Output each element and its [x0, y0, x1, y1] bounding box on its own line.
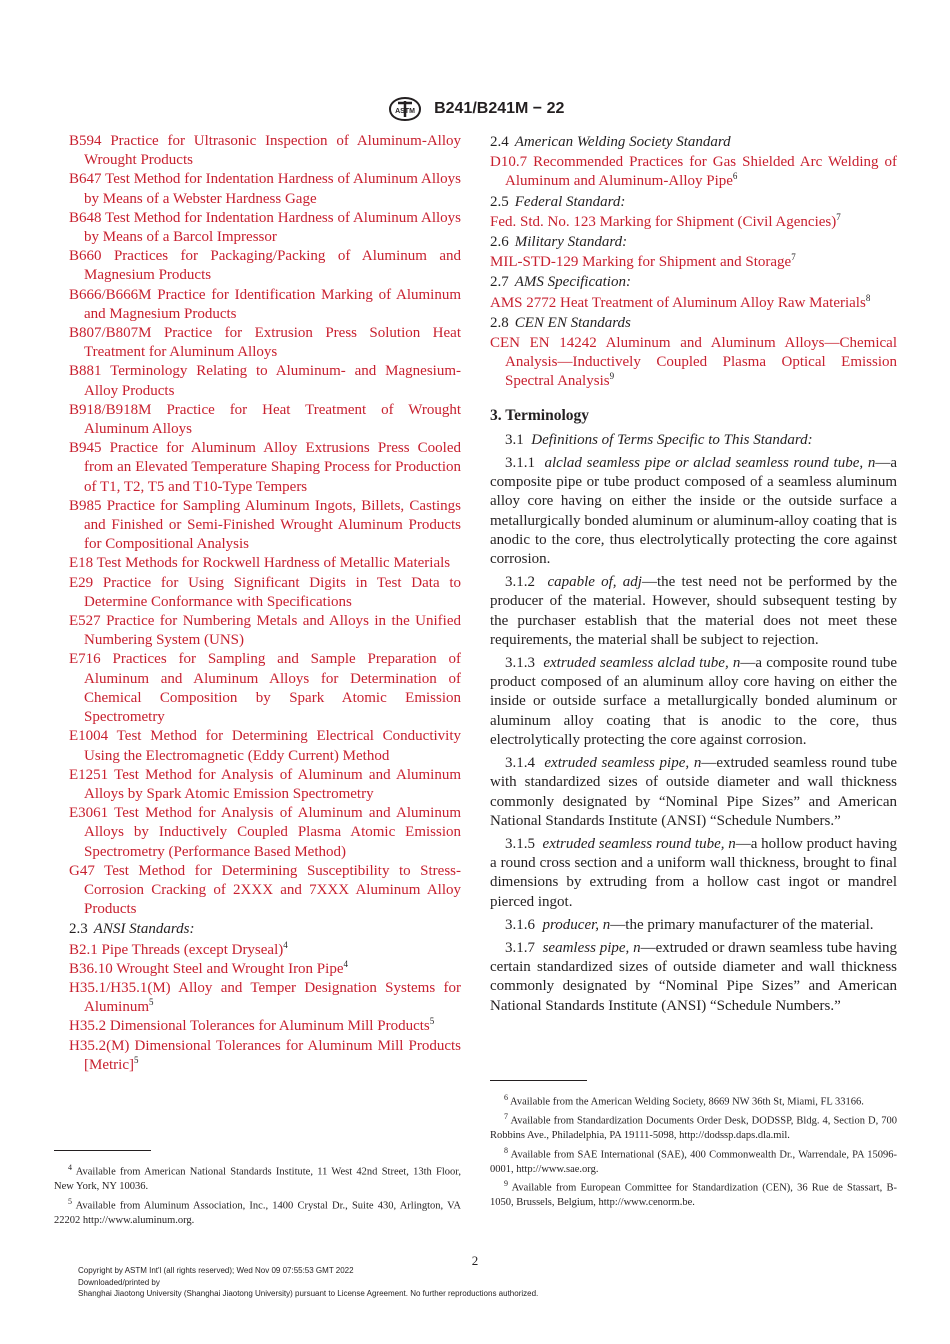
reference-title-link[interactable]: Pipe Threads (except Dryseal): [101, 941, 284, 958]
reference-title-link[interactable]: Test Method for Determining Susceptibility to Stress-Corrosion Cracking of 2XXX and 7XXX Aluminum Alloy Products: [84, 862, 462, 918]
footnote-marker: 5: [429, 1016, 435, 1027]
reference-item: [69, 132, 461, 170]
definition-text: a composite round tube product composed of an aluminum alloy core having on either the inside or outside surface a metallurgically bonded aluminum or aluminum alloy coating that is anodic to the core, thus electrolytically protecting the core against corrosion.: [490, 655, 898, 748]
footnote: $^7$ Available from Standardization Documents Order Desk, DODSSP, Bldg. 4, Section D, 700 Robbins Ave., Philadelphia, PA 19111-5098, http://dodssp.daps.dla.mil.: [490, 1112, 898, 1141]
reference-code-link[interactable]: B660: [69, 248, 102, 265]
section-refs: [490, 153, 897, 191]
terminology-heading: 3. Terminology: [490, 406, 590, 424]
definition-term: extruded seamless alclad tube, n: [543, 655, 741, 672]
footnote-marker: 4: [343, 958, 348, 969]
footnote-marker: 7: [836, 211, 841, 222]
section-refs: [490, 213, 897, 232]
left-column: [69, 132, 461, 1075]
definition-term: extruded seamless round tube, n: [542, 835, 736, 852]
reference-title-link[interactable]: Dimensional Tolerances for Aluminum Mill Products: [109, 1018, 430, 1035]
reference-code-link[interactable]: H35.2(M): [69, 1037, 130, 1054]
reference-code-link[interactable]: B881: [69, 363, 102, 380]
reference-item: [69, 554, 461, 573]
copyright-notice: [78, 1265, 878, 1300]
definition-paragraph: 3.1.3 extruded seamless alclad tube, n—a composite round tube product composed of an aluminum alloy core having on either the inside or outside surface a metallurgically bonded aluminum or aluminum alloy coating that is anodic to the core, thus electrolytically protecting the core against corrosion.: [490, 655, 898, 748]
definition-term: producer, n: [542, 916, 611, 933]
reference-item: [490, 294, 897, 313]
footnote: $^5$ Available from Aluminum Association, Inc., 1400 Crystal Dr., Suite 430, Arlington, VA 22202 http://www.aluminum.org.: [54, 1196, 461, 1226]
reference-title-link[interactable]: Terminology Relating to Aluminum- and Magnesium-Alloy Products: [84, 363, 461, 399]
reference-title-link[interactable]: Practice for Numbering Metals and Alloys in the Unified Numbering System (UNS): [84, 613, 462, 649]
copyright-line: Copyright by ASTM Int'l (all rights reserved); Wed Nov 09 07:55:53 GMT 2022: [78, 1266, 354, 1275]
right-column: [490, 132, 897, 1020]
reference-code-link[interactable]: MIL-STD-129: [490, 254, 579, 271]
section-refs: [490, 294, 897, 313]
reference-code-link[interactable]: B945: [69, 440, 102, 457]
ansi-standards-list: [69, 941, 461, 1075]
reference-item: [490, 213, 897, 232]
definition-number: 3.1.5: [505, 835, 535, 852]
definitions-list: [490, 454, 897, 1016]
definition-paragraph: 3.1.6 producer, n—the primary manufacturer of the material.: [505, 916, 874, 933]
reference-title-link[interactable]: Test Method for Indentation Hardness of Aluminum Alloys by Means of a Webster Hardness Gage: [84, 171, 461, 207]
reference-item: [69, 612, 461, 650]
reference-item: [69, 941, 461, 960]
footnote-rule: [54, 1150, 151, 1151]
terminology-intro: 3.1 Definitions of Terms Specific to This Standard:: [505, 431, 813, 448]
reference-title-link[interactable]: Practice for Heat Treatment of Wrought Aluminum Alloys: [84, 401, 462, 438]
reference-item: [69, 209, 461, 247]
reference-code-link[interactable]: B985: [69, 497, 102, 514]
reference-item: [490, 334, 897, 392]
reference-item: [69, 286, 461, 324]
reference-item: [69, 401, 461, 439]
reference-code-link[interactable]: E716: [69, 651, 101, 668]
reference-title-link[interactable]: Practice for Identification Marking of Aluminum and Magnesium Products: [84, 286, 462, 322]
reference-item: [69, 804, 461, 862]
reference-code-link[interactable]: CEN EN 14242: [490, 335, 597, 352]
reference-item: [69, 979, 461, 1017]
footnote-marker: 9: [609, 371, 615, 382]
reference-item: [490, 253, 897, 272]
reference-title-link[interactable]: Recommended Practices for Gas Shielded Arc Welding of Aluminum and Aluminum-Alloy Pipe: [505, 154, 898, 190]
footnotes-right: [490, 1080, 897, 1211]
definition-text: the test need not be performed by the producer of the material. However, should subsequent testing by the purchaser establish that the material does not meet these requirements, the material shall be subject to rejection.: [490, 574, 898, 648]
reference-title-link[interactable]: Test Method for Analysis of Aluminum and Aluminum Alloys by Spark Atomic Emission Spectrometry: [84, 766, 461, 802]
reference-title-link[interactable]: Heat Treatment of Aluminum Alloy Raw Materials: [560, 294, 866, 311]
section-heading: 2.6 Military Standard:: [490, 234, 628, 251]
reference-title-link[interactable]: Practice for Sampling Aluminum Ingots, Billets, Castings and Finished or Semi-Finished Wrought Aluminum Products for Compositional Analysis: [84, 497, 461, 553]
reference-code-link[interactable]: AMS 2772: [490, 294, 557, 311]
reference-item: [490, 153, 897, 191]
reference-code-link[interactable]: Fed. Std. No. 123: [490, 213, 596, 230]
section-refs: [490, 334, 897, 392]
definition-text: a hollow product having a round cross section and a uniform wall thickness, brought to final dimensions by extruding from a hollow cast ingot or mandrel pierced ingot.: [490, 835, 898, 910]
section-2-3-heading: 2.3 ANSI Standards:: [69, 921, 195, 938]
reference-item: [69, 170, 461, 208]
reference-item: [69, 650, 461, 727]
definition-number: 3.1.6: [505, 916, 535, 933]
definition-term: extruded seamless pipe, n: [544, 755, 702, 772]
reference-code-link[interactable]: B807/B807M: [69, 325, 152, 342]
reference-item: [69, 766, 461, 804]
reference-title-link[interactable]: Practice for Aluminum Alloy Extrusions Press Cooled from an Elevated Temperature Shaping Process for Production of T1, T2, T5 and T10-Type Tempers: [84, 440, 462, 495]
reference-code-link[interactable]: B36.10: [69, 960, 113, 977]
page-number: 2: [471, 1253, 479, 1268]
reference-code-link[interactable]: E527: [69, 613, 101, 630]
reference-item: [69, 960, 461, 979]
reference-item: [69, 247, 461, 285]
footnote: $^9$ Available from European Committee for Standardization (CEN), 36 Rue de Stassart, B-1050, Brussels, Belgium, http://www.cenorm.be.: [490, 1179, 897, 1208]
definition-text: a composite pipe or tube product composed of a seamless aluminum alloy core having on either the inside or the outside surface a metallurgically bonded aluminum or aluminum-alloy coating that is anodic to the core, thus electrolytically protecting the core against corrosion.: [490, 455, 897, 568]
reference-code-link[interactable]: B918/B918M: [69, 401, 152, 418]
page-header: [0, 96, 950, 122]
definition-number: 3.1.3: [505, 655, 535, 672]
footnote-marker: 7: [791, 252, 796, 263]
copyright-line: Shanghai Jiaotong University (Shanghai Jiaotong University) pursuant to License Agreement. No further reproductions authorized.: [78, 1289, 539, 1298]
reference-title-link[interactable]: Test Methods for Rockwell Hardness of Metallic Materials: [96, 555, 451, 572]
reference-item: [69, 324, 461, 362]
reference-code-link[interactable]: E3061: [69, 805, 109, 822]
definition-text: the primary manufacturer of the material.: [625, 916, 874, 933]
reference-code-link[interactable]: B2.1: [69, 941, 98, 958]
definition-number: 3.1.7: [505, 939, 535, 956]
definition-term: seamless pipe, n: [542, 939, 641, 956]
footnotes-left: [54, 1150, 461, 1228]
section-heading: 2.5 Federal Standard:: [490, 193, 626, 210]
footnote-marker: 8: [865, 292, 871, 303]
section-heading: 2.7 AMS Specification:: [490, 274, 631, 291]
definition-paragraph: 3.1.5 extruded seamless round tube, n—a hollow product having a round cross section and a uniform wall thickness, brought to final dimensions by extruding from a hollow cast ingot or mandrel pierced ingot.: [490, 835, 898, 910]
definition-paragraph: 3.1.7 seamless pipe, n—extruded or drawn seamless tube having certain standardized sizes of outside diameter and wall thickness commonly designated by “Nominal Pipe Sizes” and American National Standards Institute (ANSI) “Schedule Numbers.”: [490, 939, 897, 1014]
definition-number: 3.1.4: [505, 755, 535, 772]
definition-paragraph: 3.1.1 alclad seamless pipe or alclad seamless round tube, n—a composite pipe or tube product composed of a seamless aluminum alloy core having on either the inside or the outside surface a metallurgically bonded aluminum or aluminum-alloy coating that is anodic to the core, thus electrolytically protecting the core against corrosion.: [490, 455, 897, 568]
footnote: $^4$ Available from American National Standards Institute, 11 West 42nd Street, 13th Floor, New York, NY 10036.: [54, 1163, 462, 1192]
definition-term: capable of, adj: [547, 574, 642, 591]
reference-title-link[interactable]: Wrought Steel and Wrought Iron Pipe: [116, 960, 344, 977]
reference-title-link[interactable]: Test Method for Indentation Hardness of Aluminum Alloys by Means of a Barcol Impressor: [84, 209, 461, 246]
reference-item: [69, 362, 461, 400]
footnote-rule: [490, 1080, 587, 1081]
reference-code-link[interactable]: B594: [69, 133, 102, 149]
reference-code-link[interactable]: B647: [69, 171, 102, 188]
definition-term: alclad seamless pipe or alclad seamless round tube, n: [544, 455, 876, 472]
reference-item: [69, 497, 461, 555]
footnote-marker: 6: [732, 171, 738, 182]
reference-code-link[interactable]: G47: [69, 862, 95, 879]
footnote-marker: 5: [133, 1054, 139, 1065]
copyright-line: Downloaded/printed by: [78, 1277, 160, 1287]
reference-item: [69, 439, 461, 497]
astm-logo-icon: [386, 96, 424, 122]
reference-title-link[interactable]: Practice for Using Significant Digits in Test Data to Determine Conformance with Specifications: [84, 574, 461, 610]
designation: B241/B241M − 22: [434, 100, 565, 117]
reference-code-link[interactable]: E18: [69, 555, 94, 572]
footnote-marker: 4: [283, 939, 288, 950]
reference-title-link[interactable]: Test Method for Determining Electrical Conductivity Using the Electromagnetic (Eddy Current) Method: [84, 728, 461, 764]
reference-item: [69, 1017, 461, 1036]
reference-item: [69, 727, 461, 765]
footnote-marker: 5: [149, 997, 154, 1008]
section-refs: [490, 253, 897, 272]
section-heading: 2.4 American Welding Society Standard: [490, 134, 731, 150]
reference-title-link[interactable]: Test Method for Analysis of Aluminum and Aluminum Alloys by Inductively Coupled Plasma Atomic Emission Spectrometry (Performance Based Method): [84, 805, 461, 860]
reference-code-link[interactable]: E1251: [69, 766, 109, 783]
reference-item: [69, 574, 461, 612]
reference-code-link[interactable]: H35.1/H35.1(M): [69, 979, 171, 996]
reference-title-link[interactable]: Practice for Extrusion Press Solution Heat Treatment for Aluminum Alloys: [84, 325, 461, 361]
reference-code-link[interactable]: H35.2: [69, 1018, 107, 1035]
definition-number: 3.1.2: [505, 574, 535, 591]
referenced-documents-list: [69, 132, 461, 919]
definition-paragraph: 3.1.4 extruded seamless pipe, n—extruded seamless round tube with standardized sizes of outside diameter and wall thickness commonly designated by “Nominal Pipe Sizes” and American National Standards Institute (ANSI) “Schedule Numbers.”: [490, 755, 897, 829]
definition-number: 3.1.1: [505, 455, 535, 472]
reference-title-link[interactable]: Aluminum and Aluminum Alloys—Chemical Analysis—Inductively Coupled Plasma Optical Emission Spectral Analysis: [505, 335, 897, 390]
reference-code-link[interactable]: E1004: [69, 728, 109, 745]
reference-title-link[interactable]: Practices for Sampling and Sample Preparation of Aluminum and Aluminum Alloys for Determination of Chemical Composition by Spark Atomic Emission Spectrometry: [84, 651, 461, 726]
reference-title-link[interactable]: Practice for Ultrasonic Inspection of Aluminum-Alloy Wrought Products: [84, 133, 462, 169]
reference-title-link[interactable]: Marking for Shipment (Civil Agencies): [599, 213, 837, 230]
reference-item: [69, 862, 461, 920]
definition-text: extruded seamless round tube with standardized sizes of outside diameter and wall thickness commonly designated by “Nominal Pipe Sizes” and American National Standards Institute (ANSI) “Schedule Numbers.”: [490, 755, 897, 829]
definition-paragraph: 3.1.2 capable of, adj—the test need not be performed by the producer of the material. However, should subsequent testing by the purchaser establish that the material does not meet these requirements, the material shall be subject to rejection.: [490, 574, 898, 648]
reference-title-link[interactable]: Alloy and Temper Designation Systems for Aluminum: [84, 979, 461, 1016]
reference-code-link[interactable]: B666/B666M: [69, 286, 152, 303]
svg-text:ASTM: ASTM: [394, 108, 415, 115]
definition-text: extruded or drawn seamless tube having certain standardized sizes of outside diameter and wall thickness commonly designated by “Nominal Pipe Sizes” and American National Standards Institute (ANSI) “Schedule Numbers.”: [490, 939, 897, 1014]
section-heading: 2.8 CEN EN Standards: [490, 314, 631, 331]
reference-code-link[interactable]: B648: [69, 209, 102, 226]
reference-title-link[interactable]: Practices for Packaging/Packing of Aluminum and Magnesium Products: [84, 248, 462, 284]
footnote: $^8$ Available from SAE International (SAE), 400 Commonwealth Dr., Warrendale, PA 15096-0001, http://www.sae.org.: [490, 1145, 898, 1175]
reference-title-link[interactable]: Dimensional Tolerances for Aluminum Mill Products [Metric]: [84, 1037, 461, 1073]
footnote: $^6$ Available from the American Welding Society, 8669 NW 36th St, Miami, FL 33166.: [504, 1093, 864, 1108]
reference-title-link[interactable]: Marking for Shipment and Storage: [582, 254, 792, 271]
reference-item: [69, 1037, 461, 1075]
other-standards-list: [490, 133, 897, 392]
reference-code-link[interactable]: D10.7: [490, 154, 528, 171]
reference-code-link[interactable]: E29: [69, 574, 94, 591]
